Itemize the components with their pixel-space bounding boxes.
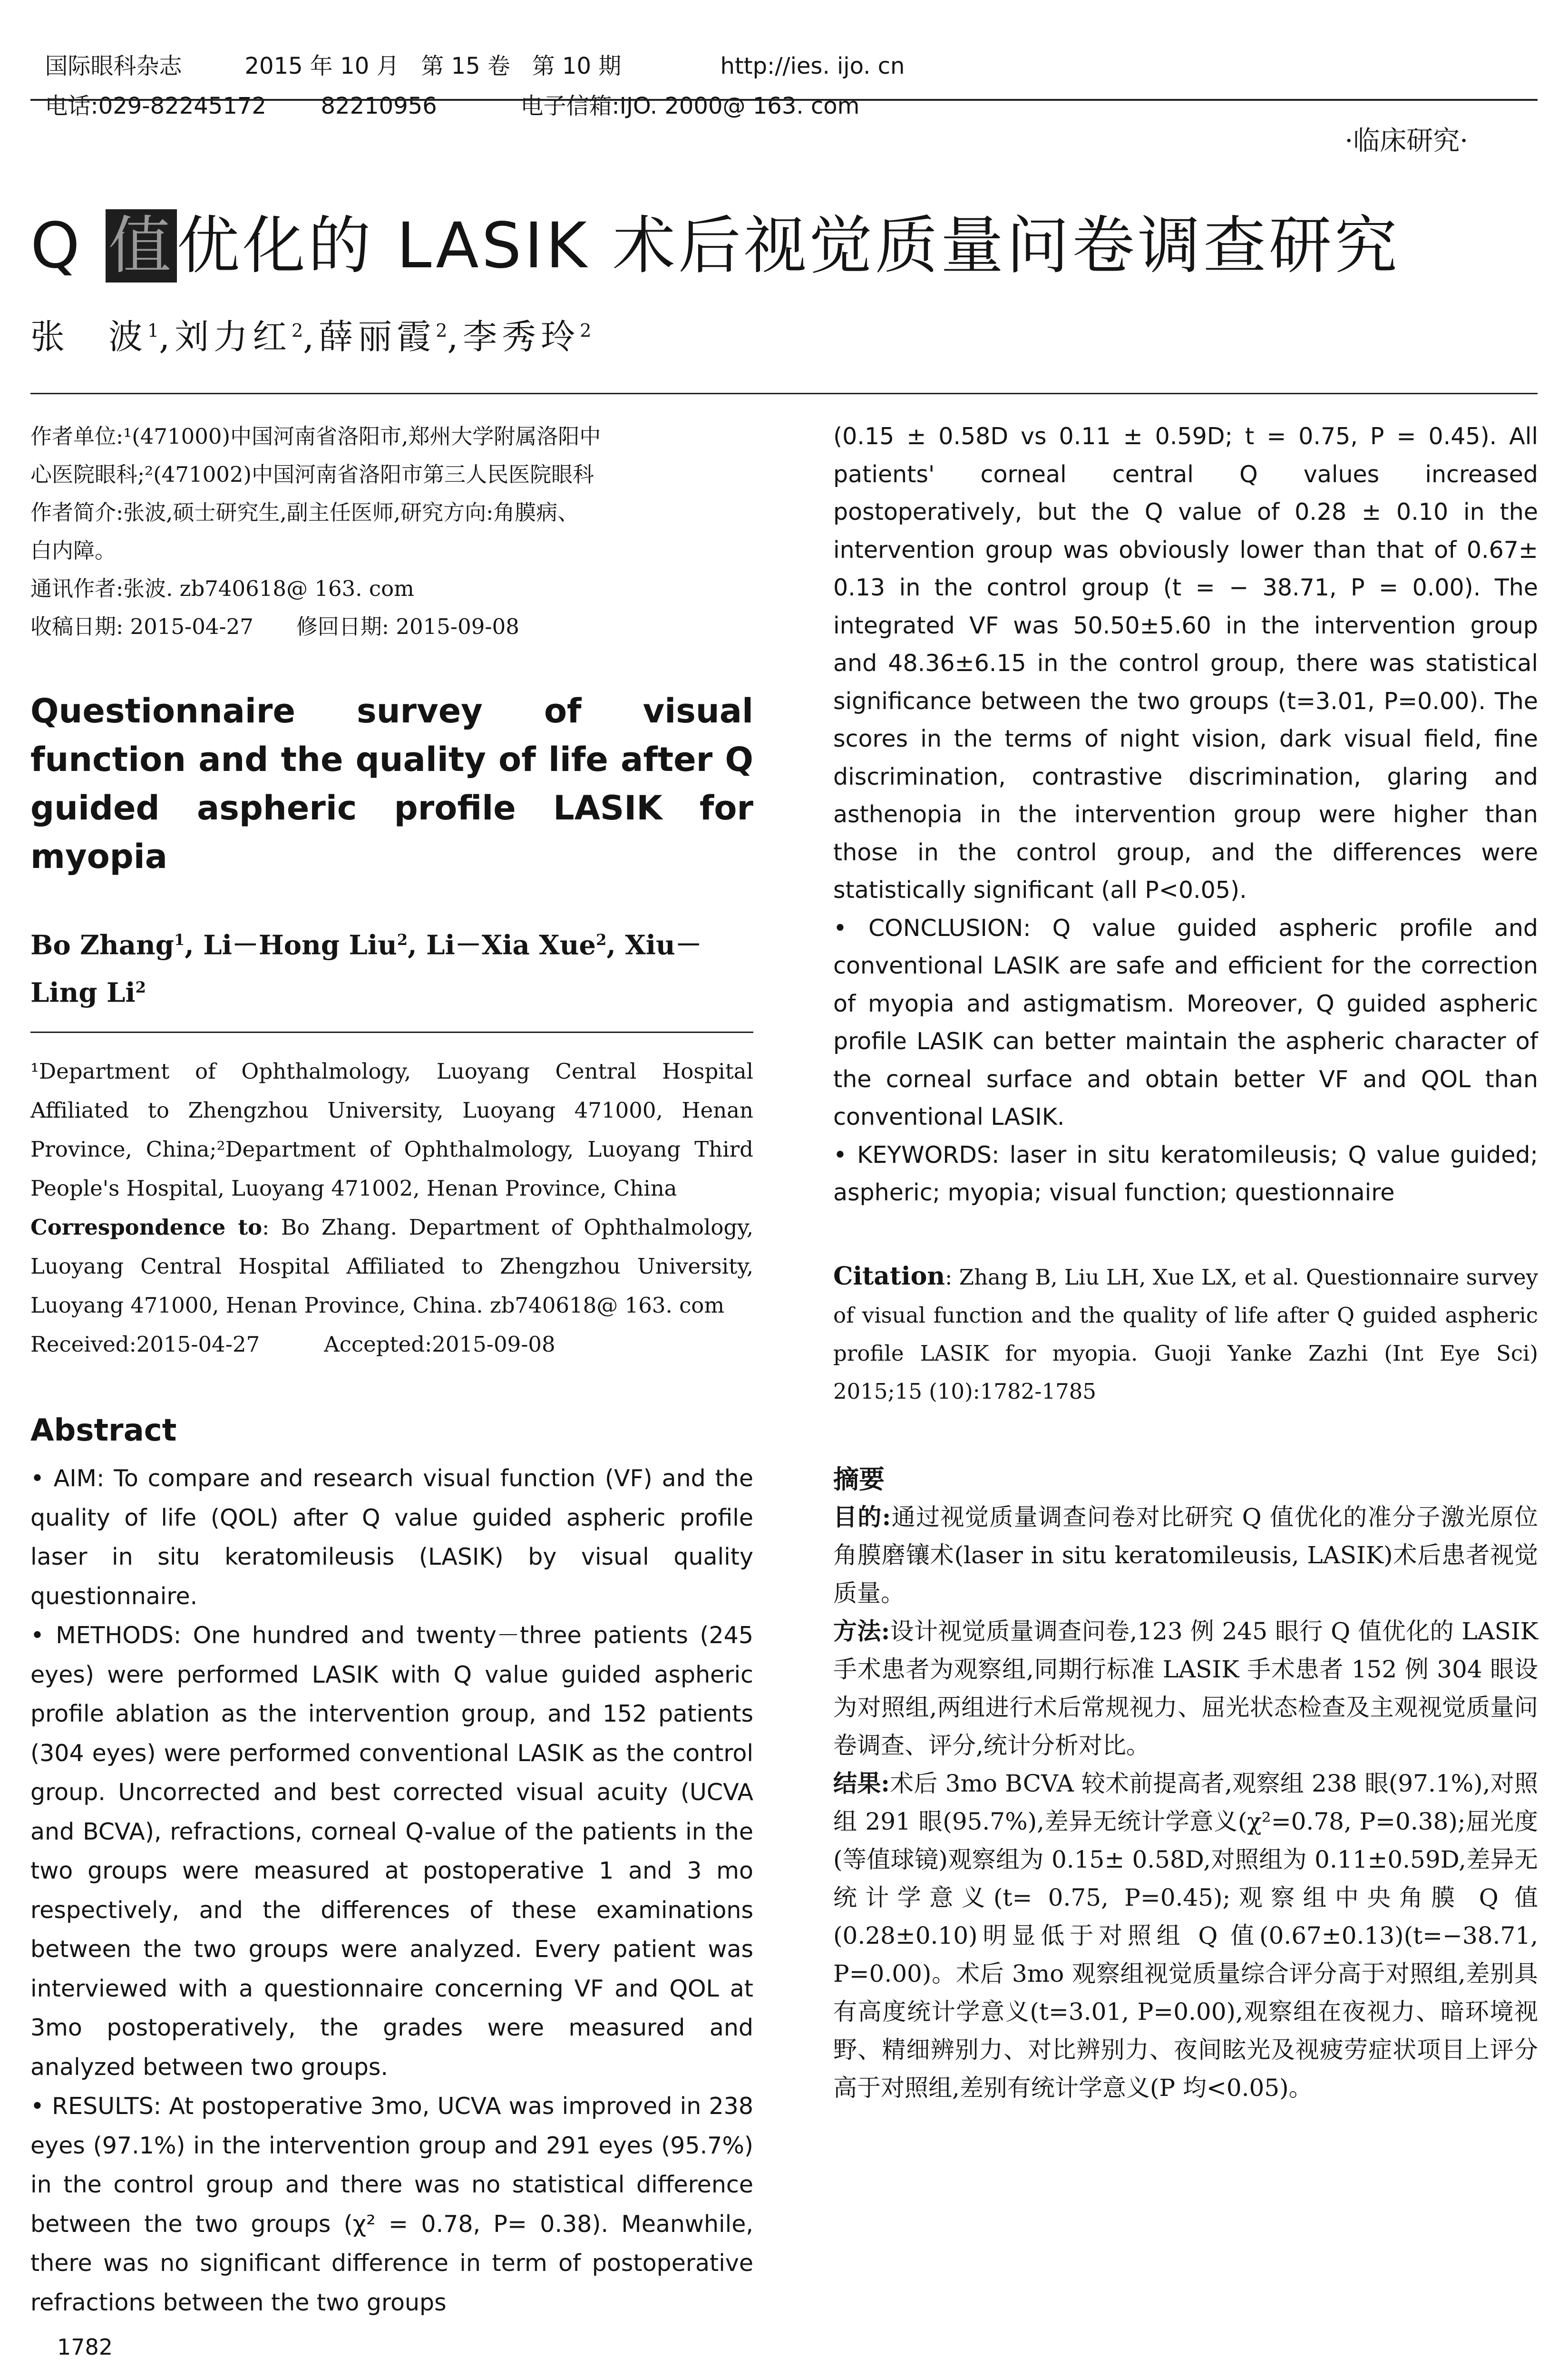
- author-en-separator: ,: [408, 929, 427, 961]
- author-en-name: Xiu－Ling Li: [30, 929, 702, 1009]
- journal-url[interactable]: http://ies. ijo. cn: [720, 53, 905, 79]
- received-accepted: Received:2015-04-27 Accepted:2015-09-08: [30, 1332, 555, 1357]
- affiliation-line: 通讯作者:张波. zb740618@ 163. com: [30, 576, 414, 601]
- author-en-separator: ,: [185, 929, 204, 961]
- authors-cn: [30, 309, 591, 359]
- authors-en: [30, 919, 753, 1013]
- section-tag: ·临床研究·: [1344, 126, 1468, 156]
- author-en-affil-mark: 2: [596, 931, 607, 949]
- author-cn-separator: ,: [159, 317, 175, 357]
- title-rest: 优化的 LASIK 术后视觉质量问卷调查研究: [176, 209, 1400, 283]
- author-cn-name: 李秀玲: [463, 317, 580, 357]
- title-highlight: 值: [106, 209, 177, 283]
- author-cn-affil-mark: 1: [147, 320, 159, 341]
- citation: [833, 1257, 1538, 1411]
- author-en-name: Bo Zhang: [30, 929, 174, 961]
- author-en-name: Li－Hong Liu: [203, 929, 397, 961]
- abstract-cn-methods-label: 方法:: [833, 1617, 890, 1645]
- journal-name: 国际眼科杂志: [45, 53, 182, 79]
- affiliation-line: 白内障。: [30, 538, 117, 563]
- journal-email[interactable]: 电子信箱:IJO. 2000@ 163. com: [520, 93, 860, 119]
- affiliation-line: 心医院眼科;²(471002)中国河南省洛阳市第三人民医院眼科: [30, 462, 594, 487]
- department-text: ¹Department of Ophthalmology, Luoyang Central Hospital Affiliated to Zhengzhou University, Luoyang 471000, Henan Province, China;²Department of Ophthalmology, Luoyang Third People's Hospital, Luoyang 471002, Henan Province, China: [30, 1059, 753, 1201]
- abstract-cn-results-text: 术后 3mo BCVA 较术前提高者,观察组 238 眼(97.1%),对照组 291 眼(95.7%),差异无统计学意义(χ²=0.78, P=0.38);屈光度(等值球镜)观察组为 0.15± 0.58D,对照组为 0.11±0.59D,差异无统计学意义(t= 0.75, P=0.45);观察组中央角膜 Q 值(0.28±0.10)明显低于对照组 Q 值(0.67±0.13)(t=−38.71, P=0.00)。术后 3mo 观察组视觉质量综合评分高于对照组,差别具有高度统计学意义(t=3.01, P=0.00),观察组在夜视力、暗环境视野、精细辨别力、对比辨别力、夜间眩光及视疲劳症状项目上评分高于对照组,差别有统计学意义(P 均<0.05)。: [833, 1769, 1538, 2102]
- abstract-keywords: • KEYWORDS: laser in situ keratomileusis; Q value guided; aspheric; myopia; visual function; questionnaire: [833, 1141, 1538, 1206]
- author-cn-name: 薛丽霞: [319, 317, 436, 357]
- journal-issue: 2015 年 10 月 第 15 卷 第 10 期: [244, 53, 622, 79]
- abstract-en-continued: [833, 418, 1538, 1212]
- left-column: [30, 418, 753, 2322]
- abstract-cn-heading: 摘要: [833, 1463, 885, 1494]
- abstract-cn-aim-label: 目的:: [833, 1502, 891, 1531]
- abstract-conclusion: • CONCLUSION: Q value guided aspheric profile and conventional LASIK are safe and efficient for the correction of myopia and astigmatism. Moreover, Q guided aspheric profile LASIK can better maintain the aspheric character of the corneal surface and obtain better VF and QOL than conventional LASIK.: [833, 914, 1538, 1130]
- author-cn-name: 刘力红: [175, 317, 292, 357]
- title-rule: [30, 393, 1538, 394]
- abstract-cn-methods-text: 设计视觉质量调查问卷,123 例 245 眼行 Q 值优化的 LASIK 手术患者为观察组,同期行标准 LASIK 手术患者 152 例 304 眼设为对照组,两组进行术后常规视力、屈光状态检查及主观视觉质量问卷调查、评分,统计分析对比。: [833, 1617, 1538, 1759]
- header-rule: [30, 99, 1538, 101]
- journal-header-line-2: [30, 59, 859, 122]
- author-cn-affil-mark: 2: [436, 320, 448, 341]
- correspondence-text: : Bo Zhang. Department of Ophthalmology, Luoyang Central Hospital Affiliated to Zhengzhou University, Luoyang 471000, Henan Province, China. zb740618@ 163. com: [30, 1215, 753, 1318]
- correspondence: [30, 1208, 753, 1325]
- author-en-affil-mark: 2: [397, 931, 408, 949]
- author-en-separator: ,: [606, 929, 625, 961]
- right-column: [833, 418, 1538, 2107]
- author-cn-affil-mark: 2: [580, 320, 592, 341]
- journal-phone-2: 82210956: [321, 93, 437, 119]
- abstract-results: • RESULTS: At postoperative 3mo, UCVA was improved in 238 eyes (97.1%) in the intervention group and 291 eyes (95.7%) in the control group and there was no statistical difference between the two groups (χ² = 0.78, P= 0.38). Meanwhile, there was no significant difference in term of postoperative refractions between the two groups: [30, 2093, 753, 2316]
- affiliations-cn: [30, 418, 753, 646]
- page-number: 1782: [57, 2334, 113, 2360]
- abstract-cn-aim: [833, 1498, 1538, 1612]
- author-en-affil-mark: 1: [174, 931, 185, 949]
- abstract-cn-results-label: 结果:: [833, 1769, 890, 1797]
- authors-rule: [30, 1032, 753, 1033]
- article-title-cn: [30, 195, 1400, 285]
- affiliations-en: [30, 1052, 753, 1364]
- abstract-en: [30, 1459, 753, 2322]
- abstract-heading: Abstract: [30, 1413, 177, 1449]
- abstract-cn-methods: [833, 1612, 1538, 1764]
- correspondence-label: Correspondence to: [30, 1215, 263, 1240]
- article-title-en: Questionnaire survey of visual function and the quality of life after Q guided aspheric profile LASIK for myopia: [30, 692, 753, 876]
- author-cn-name: 张 波: [30, 317, 148, 357]
- title-prefix: Q: [30, 209, 106, 283]
- author-en-affil-mark: 2: [135, 978, 146, 996]
- author-cn-separator: ,: [303, 317, 319, 357]
- abstract-cn-aim-text: 通过视觉质量调查问卷对比研究 Q 值优化的准分子激光原位角膜磨镶术(laser in situ keratomileusis, LASIK)术后患者视觉质量。: [833, 1503, 1538, 1607]
- abstract-cn-results: [833, 1764, 1538, 2107]
- abstract-cn: [833, 1498, 1538, 2107]
- author-cn-separator: ,: [447, 317, 463, 357]
- affiliation-line: 作者单位:¹(471000)中国河南省洛阳市,郑州大学附属洛阳中: [30, 424, 601, 449]
- abstract-results-cont: (0.15 ± 0.58D vs 0.11 ± 0.59D; t = 0.75, P = 0.45). All patients' corneal central Q values increased postoperatively, but the Q value of 0.28 ± 0.10 in the intervention group was obviously lower than that of 0.67± 0.13 in the control group (t = − 38.71, P = 0.00). The integrated VF was 50.50±5.60 in the intervention group and 48.36±6.15 in the control group, there was statistical significance between the two groups (t=3.01, P=0.00). The scores in the terms of night vision, dark visual field, fine discrimination, contrastive discrimination, glaring and asthenopia in the intervention group were higher than those in the control group, and the differences were statistically significant (all P<0.05).: [833, 423, 1538, 904]
- citation-text: : Zhang B, Liu LH, Xue LX, et al. Questionnaire survey of visual function and the quality of life after Q guided aspheric profile LASIK for myopia. Guoji Yanke Zazhi (Int Eye Sci) 2015;15 (10):1782-1785: [833, 1264, 1538, 1404]
- journal-phone: 电话:029-82245172: [45, 93, 266, 119]
- author-en-name: Li－Xia Xue: [426, 929, 596, 961]
- abstract-methods: • METHODS: One hundred and twenty－three patients (245 eyes) were performed LASIK with Q value guided aspheric profile ablation as the intervention group, and 152 patients (304 eyes) were performed conventional LASIK as the control group. Uncorrected and best corrected visual acuity (UCVA and BCVA), refractions, corneal Q-value of the patients in the two groups were measured at postoperative 1 and 3 mo respectively, and the differences of these examinations between the two groups were analyzed. Every patient was interviewed with a questionnaire concerning VF and QOL at 3mo postoperatively, the grades were measured and analyzed between two groups.: [30, 1622, 753, 2081]
- affiliation-line: 作者简介:张波,硕士研究生,副主任医师,研究方向:角膜病、: [30, 500, 579, 525]
- citation-label: Citation: [833, 1261, 945, 1291]
- author-cn-affil-mark: 2: [292, 320, 303, 341]
- affiliation-line: 收稿日期: 2015-04-27 修回日期: 2015-09-08: [30, 614, 519, 639]
- abstract-aim: • AIM: To compare and research visual function (VF) and the quality of life (QOL) after Q value guided aspheric profile laser in situ keratomileusis (LASIK) by visual quality questionnaire.: [30, 1465, 753, 1610]
